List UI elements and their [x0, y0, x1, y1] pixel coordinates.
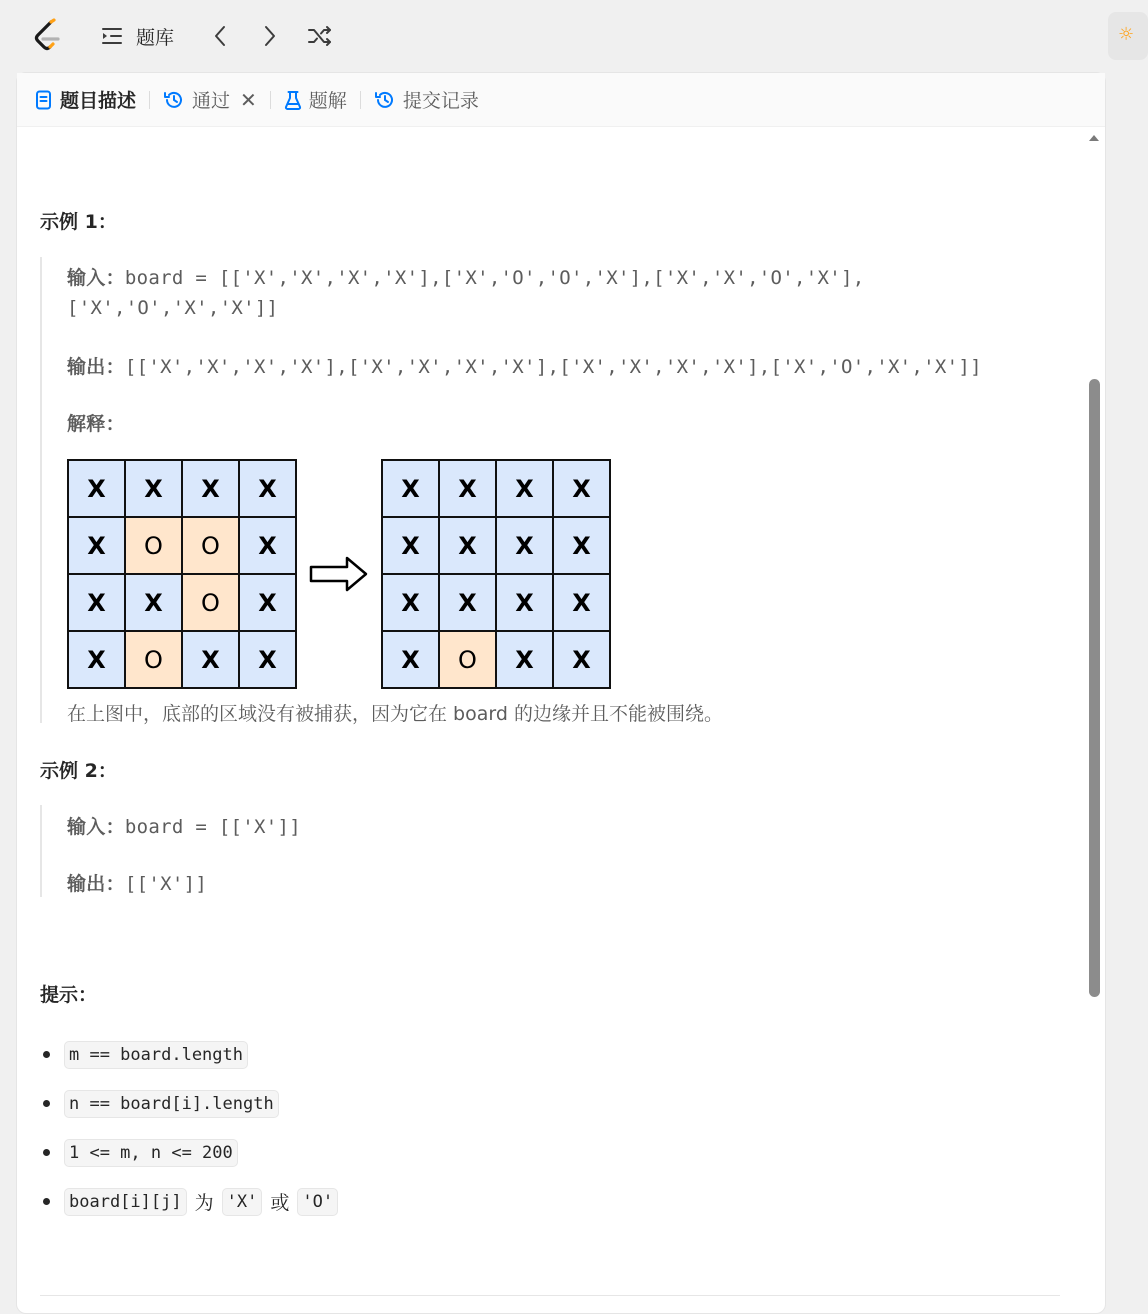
board-cell: X [496, 574, 553, 631]
board-cell: O [182, 574, 239, 631]
board-cell: X [553, 517, 610, 574]
input-value: board = [['X']] [124, 816, 301, 838]
example-2-block [40, 805, 68, 897]
board-cell: X [496, 460, 553, 517]
text: 为 [194, 1192, 214, 1214]
board-cell: X [68, 460, 125, 517]
board-cell: X [239, 574, 296, 631]
board-cell: X [553, 574, 610, 631]
close-icon[interactable]: ✕ [240, 87, 257, 112]
example-1-title: 示例 1： [40, 211, 117, 233]
history-icon [374, 90, 396, 110]
tab-description[interactable] [35, 85, 136, 115]
board-cell: O [125, 517, 182, 574]
board-cell: X [68, 631, 125, 688]
output-label: 输出： [67, 356, 125, 378]
tab-accepted[interactable] [163, 85, 257, 115]
example-2-title: 示例 2： [40, 760, 117, 782]
board-cell: X [382, 631, 439, 688]
random-problem-button[interactable] [305, 22, 335, 50]
input-value-line1: board = [['X','X','X','X'],['X','O','O','X'],['X','X','O','X'], [124, 267, 865, 289]
debug-icon: ☼ [1118, 24, 1135, 45]
output-value: [['X','X','X','X'],['X','X','X','X'],['X','X','X','X'],['X','O','X','X']] [124, 356, 982, 378]
tab-divider [270, 91, 271, 109]
board-cell: X [439, 460, 496, 517]
arrow-right-icon [309, 555, 369, 593]
description-content [17, 127, 1087, 1313]
board-cell: O [125, 631, 182, 688]
document-icon [35, 90, 53, 110]
board-cell: O [182, 517, 239, 574]
list-item [40, 1177, 338, 1226]
inline-code: board[i][j] [64, 1188, 187, 1216]
board-cell: O [439, 631, 496, 688]
board-cell: X [553, 631, 610, 688]
example-1-block [40, 257, 68, 723]
example-2-input [67, 812, 301, 839]
list-item [40, 1128, 338, 1177]
example-2-output [67, 869, 207, 896]
board-cell: X [239, 517, 296, 574]
board-cell: X [496, 631, 553, 688]
top-bar [0, 0, 1135, 72]
tab-description-label: 题目描述 [60, 90, 137, 112]
list-indent-icon [100, 25, 124, 47]
input-label: 输入： [67, 267, 125, 289]
problem-list-label: 题库 [136, 26, 175, 49]
board-cell: X [382, 517, 439, 574]
problem-list-button[interactable] [100, 20, 174, 52]
board-cell: X [382, 574, 439, 631]
board-cell: X [496, 517, 553, 574]
board-cell: X [239, 460, 296, 517]
tab-solutions[interactable] [284, 85, 347, 115]
scrollbar-thumb[interactable] [1089, 379, 1100, 997]
prev-problem-button[interactable] [206, 22, 234, 50]
shuffle-icon [307, 25, 333, 47]
inline-code: 1 <= m, n <= 200 [64, 1139, 238, 1167]
board-cell: X [439, 574, 496, 631]
constraints-list [40, 1030, 338, 1226]
board-cell: X [68, 574, 125, 631]
scroll-up-arrow-icon[interactable] [1087, 131, 1101, 145]
tab-divider [360, 91, 361, 109]
output-label: 输出： [67, 873, 125, 895]
inline-code: m == board.length [64, 1041, 248, 1069]
constraints-title: 提示： [40, 984, 98, 1006]
board-cell: X [382, 460, 439, 517]
input-label: 输入： [67, 816, 125, 838]
history-icon [163, 90, 185, 110]
inline-code: n == board[i].length [64, 1090, 279, 1118]
board-before-grid [67, 459, 297, 689]
example-1-explain [67, 409, 125, 436]
flask-icon [284, 90, 302, 110]
board-cell: X [439, 517, 496, 574]
input-value-line2: ['X','O','X','X']] [67, 297, 279, 319]
divider [40, 1295, 1060, 1296]
leetcode-logo-icon[interactable] [32, 18, 64, 54]
board-cell: X [125, 460, 182, 517]
board-cell: X [182, 631, 239, 688]
inline-code: 'X' [222, 1188, 263, 1216]
board-after-grid [381, 459, 611, 689]
example-1-output [67, 352, 982, 379]
board-cell: X [182, 460, 239, 517]
list-item [40, 1030, 338, 1079]
description-panel [16, 72, 1106, 1314]
example-1-input [67, 263, 864, 290]
tab-solutions-label: 题解 [308, 90, 347, 112]
inline-code: 'O' [297, 1188, 338, 1216]
tab-bar [17, 73, 1105, 127]
chevron-right-icon [263, 25, 277, 47]
tab-submissions[interactable] [374, 85, 479, 115]
text: 或 [270, 1192, 290, 1214]
board-cell: X [125, 574, 182, 631]
board-cell: X [553, 460, 610, 517]
next-problem-button[interactable] [256, 22, 284, 50]
tab-divider [149, 91, 150, 109]
board-cell: X [239, 631, 296, 688]
list-item [40, 1079, 338, 1128]
explain-label: 解释： [67, 413, 125, 435]
right-panel-peek[interactable] [1108, 12, 1148, 60]
tab-submissions-label: 提交记录 [402, 90, 479, 112]
board-cell: X [68, 517, 125, 574]
chevron-left-icon [213, 25, 227, 47]
example-1-caption: 在上图中，底部的区域没有被捕获，因为它在 board 的边缘并且不能被围绕。 [67, 703, 723, 725]
output-value: [['X']] [124, 873, 208, 895]
tab-accepted-label: 通过 [192, 90, 231, 112]
